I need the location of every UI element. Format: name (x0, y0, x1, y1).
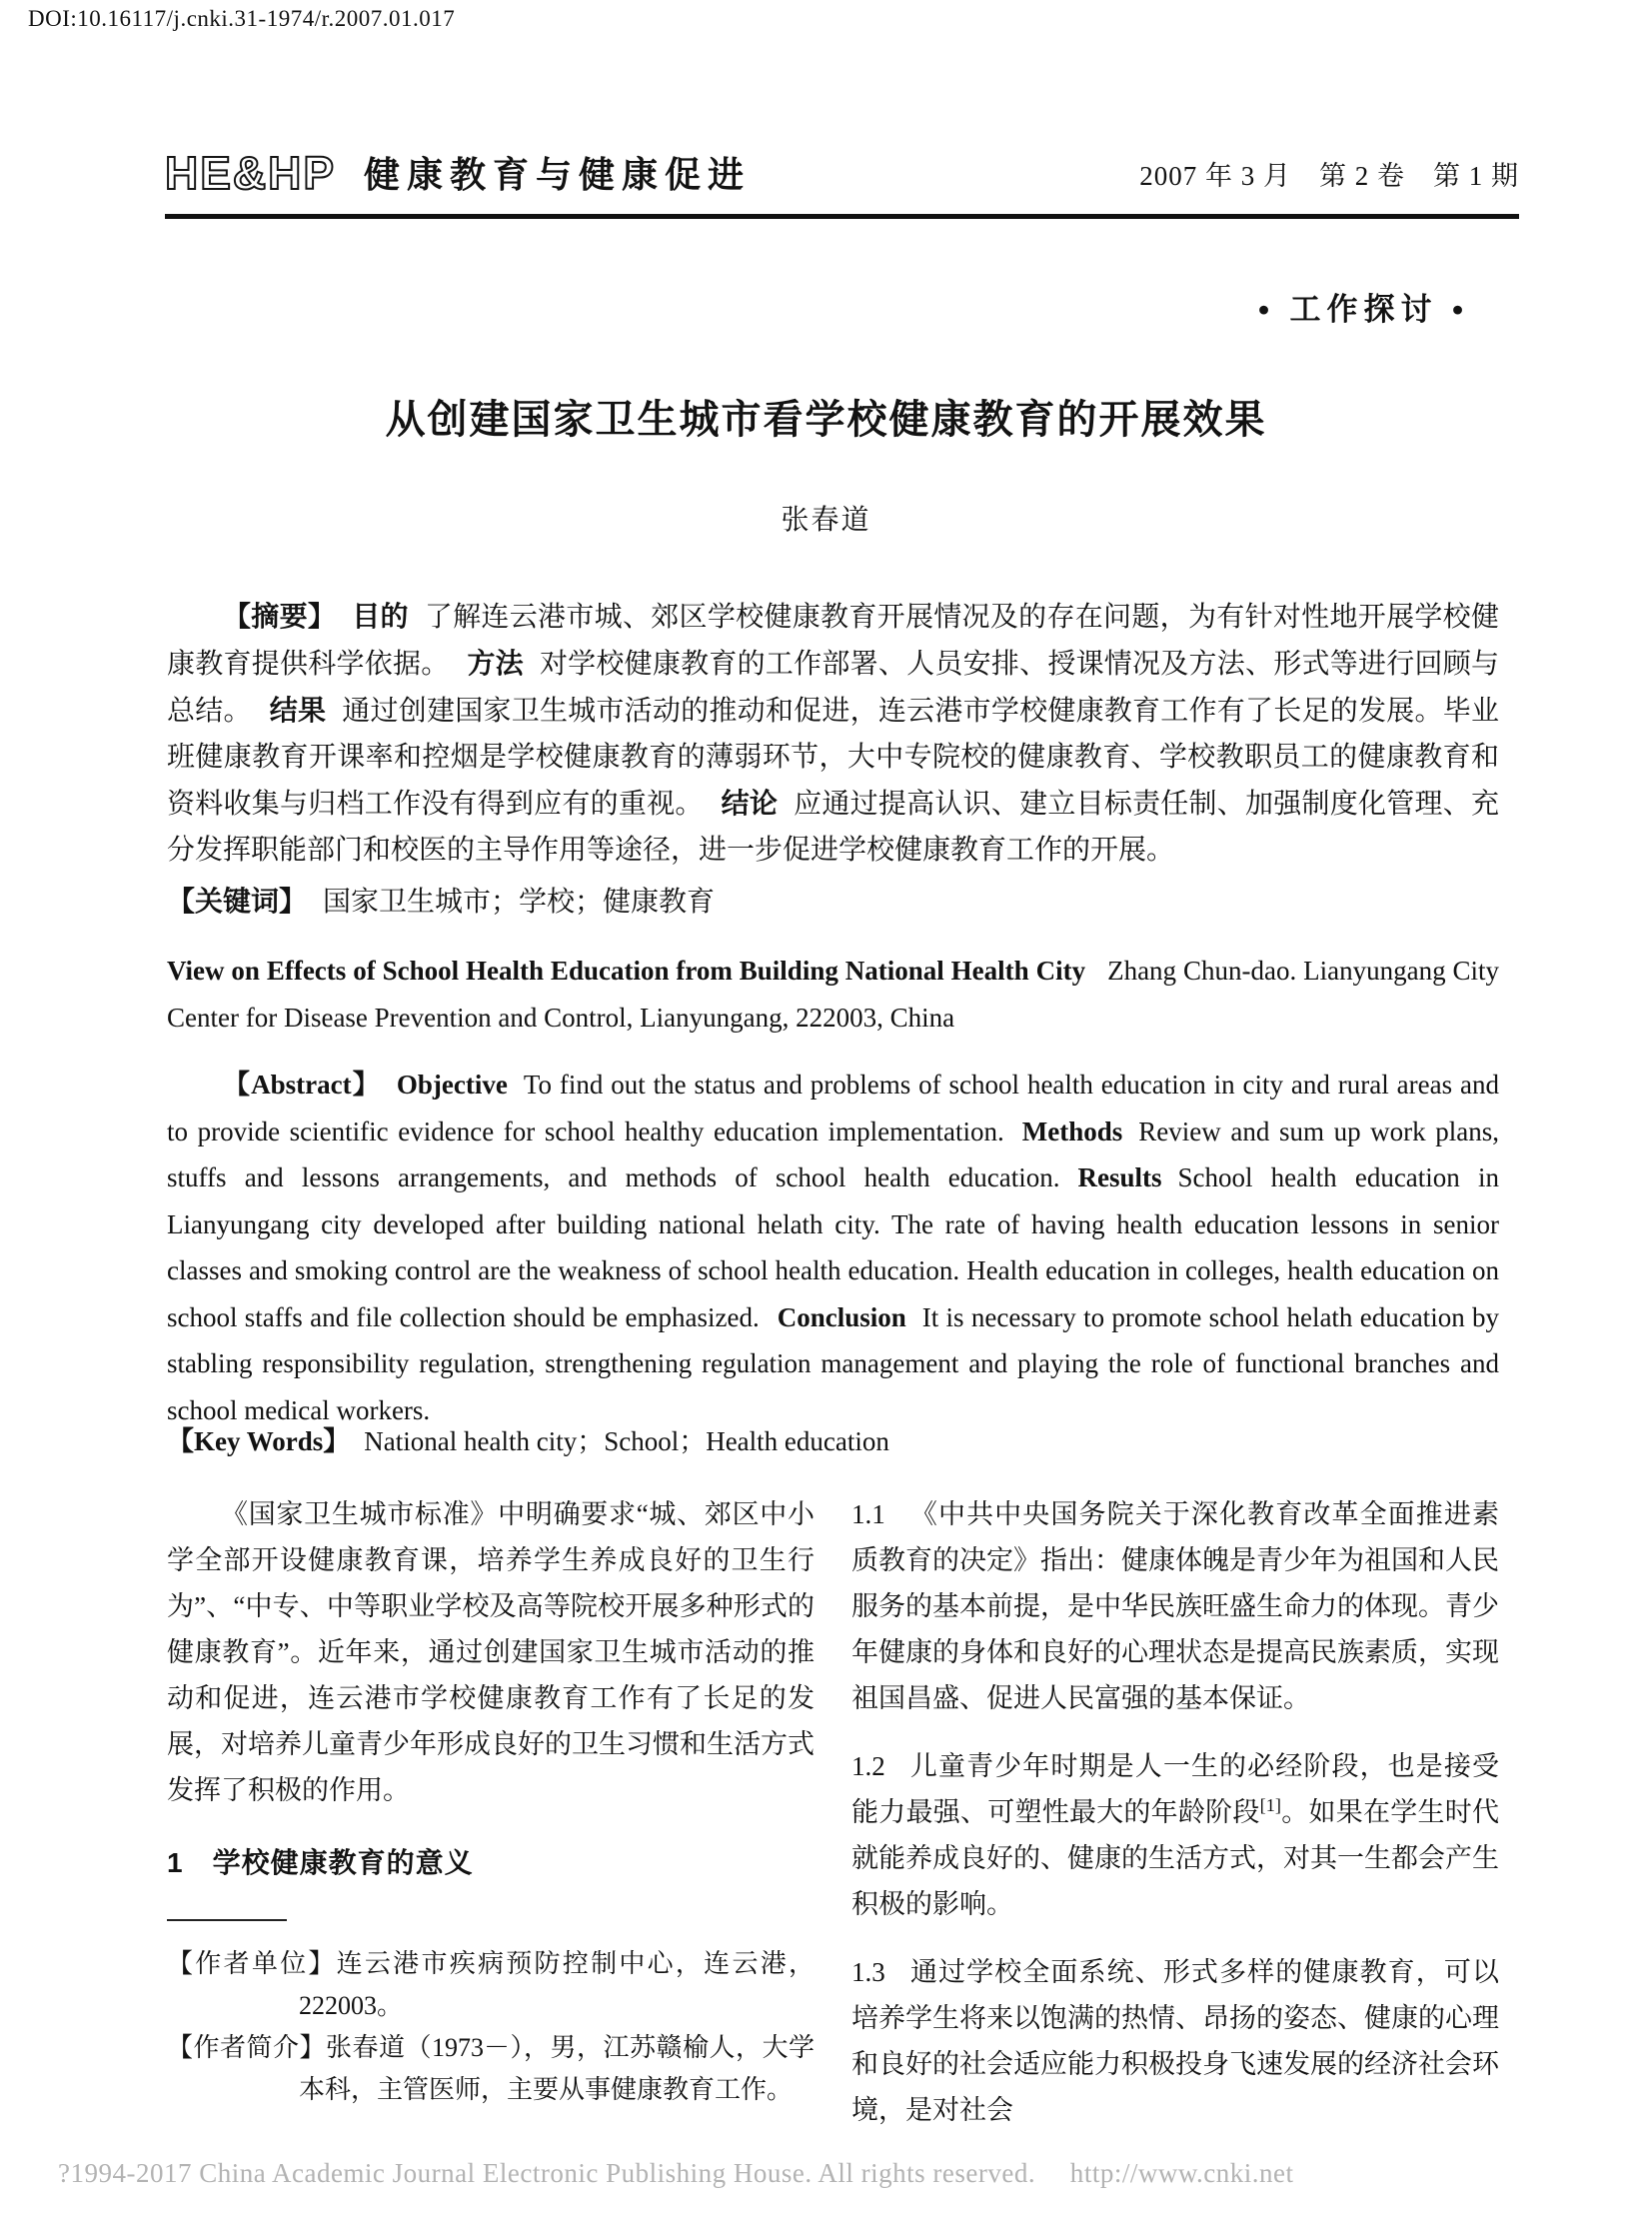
keywords-en (167, 1419, 1499, 1458)
section-1-heading: 1 学校健康教育的意义 (167, 1847, 474, 1878)
paragraph-1-1-text: 《中共中央国务院关于深化教育改革全面推进素质教育的决定》指出：健康体魄是青少年为祖国和人民服务的基本前提，是中华民族旺盛生命力的体现。青少年健康的身体和良好的心理状态是提高民族素质，实现祖国昌盛、促进人民富强的基本保证。 (851, 1499, 1499, 1713)
footnote-block (167, 1919, 815, 2111)
objective-cn-text: 了解连云港市城、郊区学校健康教育开展情况及的存在问题，为有针对性地开展学校健康教育提供科学依据。 (167, 602, 1499, 680)
reference-1-superscript: [1] (1259, 1795, 1282, 1815)
citation-en (167, 948, 1499, 1042)
keywords-en-label: 【Key Words】 (167, 1426, 351, 1456)
paragraph-1-2 (851, 1743, 1499, 1927)
conclusion-en-label: Conclusion (777, 1301, 906, 1332)
body-columns (167, 1491, 1499, 2155)
article-author: 张春道 (781, 505, 871, 536)
journal-name: 健康教育与健康促进 (364, 155, 752, 196)
author-bio-label: 【作者简介】 (167, 2033, 326, 2062)
doi-text: DOI:10.16117/j.cnki.31-1974/r.2007.01.017 (28, 6, 456, 31)
conclusion-cn-label: 结论 (721, 788, 779, 819)
journal-logo: HE&HP (165, 147, 337, 199)
objective-en-label: Objective (396, 1070, 508, 1100)
abstract-cn-label: 【摘要】 (223, 601, 337, 632)
conclusion-cn-text: 应通过提高认识、建立目标责任制、加强制度化管理、充分发挥职能部门和校医的主导作用等途径，进一步促进学校健康教育工作的开展。 (167, 789, 1499, 866)
header-rule (165, 214, 1519, 219)
methods-cn-label: 方法 (467, 648, 524, 679)
conclusion-en-text: It is necessary to promote school helath education by stabling responsibility regulation, strengthening regulation management and playing the role of functional branches and school medical workers. (167, 1301, 1499, 1425)
paragraph-1-2-number: 1.2 (851, 1751, 885, 1781)
section-label: • 工作探讨 • (1258, 292, 1469, 327)
citation-en-authors: Zhang Chun-dao. Lianyungang City Center for Disease Prevention and Control, Lianyungang, 222003, China (167, 956, 1500, 1033)
author-bio-text: 张春道（1973－），男，江苏赣榆人，大学本科，主管医师，主要从事健康教育工作。 (299, 2033, 815, 2104)
keywords-cn-label: 【关键词】 (167, 886, 308, 917)
paragraph-1-3 (851, 1949, 1499, 2133)
keywords-en-text: National health city；School；Health education (364, 1426, 889, 1456)
keywords-cn (167, 880, 1499, 920)
methods-cn-text: 对学校健康教育的工作部署、人员安排、授课情况及方法、形式等进行回顾与总结。 (167, 649, 1499, 727)
affiliation-label: 【作者单位】 (167, 1949, 337, 1978)
affiliation-footnote (167, 1943, 815, 2027)
paragraph-1-2-text-after: 。如果在学生时代就能养成良好的、健康的生活方式，对其一生都会产生积极的影响。 (851, 1797, 1500, 1919)
abstract-en-label: 【Abstract】 (223, 1070, 381, 1100)
results-cn-label: 结果 (269, 695, 327, 726)
methods-en-label: Methods (1021, 1116, 1123, 1146)
abstract-cn (167, 594, 1499, 874)
intro-paragraph: 《国家卫生城市标准》中明确要求“城、郊区中小学全部开设健康教育课，培养学生养成良好的卫生行为”、“中专、中等职业学校及高等院校开展多种形式的健康教育”。近年来，通过创建国家卫生城市活动的推动和促进，连云港市学校健康教育工作有了长足的发展，对培养儿童青少年形成良好的卫生习惯和生活方式发挥了积极的作用。 (167, 1499, 815, 1805)
objective-en-text: To find out the status and problems of school health education in city and rural areas and to provide scientific evidence for school healthy education implementation. (167, 1070, 1499, 1146)
keywords-cn-text: 国家卫生城市；学校；健康教育 (323, 887, 716, 918)
objective-cn-label: 目的 (352, 601, 409, 632)
left-column (167, 1491, 815, 2155)
issue-info: 2007 年 3 月 第 2 卷 第 1 期 (1139, 161, 1519, 191)
journal-masthead (165, 147, 1519, 199)
results-en-text: School health education in Lianyungang city developed after building national helath city. The rate of having health education lessons in senior classes and smoking control are the weakness of school health education. Health education in colleges, health education on school staffs and file collection should be emphasized. (167, 1162, 1499, 1332)
paragraph-1-2-text-before: 儿童青少年时期是人一生的必经阶段，也是接受能力最强、可塑性最大的年龄阶段 (851, 1751, 1499, 1827)
author-bio-footnote (167, 2027, 815, 2111)
methods-en-text: Review and sum up work plans, stuffs and lessons arrangements, and methods of school health education. (167, 1116, 1500, 1192)
paragraph-1-3-text: 通过学校全面系统、形式多样的健康教育，可以培养学生将来以饱满的热情、昂扬的姿态、健康的心理和良好的社会适应能力积极投身飞速发展的经济社会环境，是对社会 (851, 1957, 1499, 2125)
copyright-footer: ?1994-2017 China Academic Journal Electronic Publishing House. All rights reserved. http://www.cnki.net (58, 2158, 1294, 2188)
results-cn-text: 通过创建国家卫生城市活动的推动和促进，连云港市学校健康教育工作有了长足的发展。毕业班健康教育开课率和控烟是学校健康教育的薄弱环节，大中专院校的健康教育、学校教职员工的健康教育和资料收集与归档工作没有得到应有的重视。 (167, 696, 1499, 820)
paragraph-1-1 (851, 1491, 1499, 1721)
paragraph-1-3-number: 1.3 (851, 1957, 885, 1987)
results-en-label: Results (1077, 1162, 1162, 1192)
citation-en-title: View on Effects of School Health Education from Building National Health City (167, 956, 1086, 986)
footnote-divider (167, 1919, 287, 1921)
right-column (851, 1491, 1499, 2155)
article-title: 从创建国家卫生城市看学校健康教育的开展效果 (385, 398, 1267, 442)
affiliation-text: 连云港市疾病预防控制中心，连云港，222003。 (299, 1949, 815, 2020)
abstract-en (167, 1062, 1499, 1433)
paragraph-1-1-number: 1.1 (851, 1499, 885, 1529)
